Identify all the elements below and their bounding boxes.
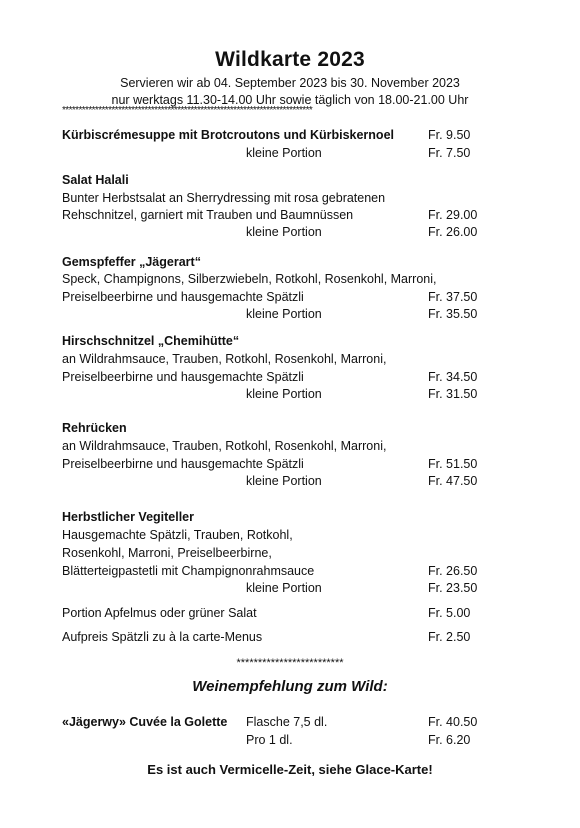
salad-price: Fr. 29.00 (428, 208, 478, 222)
hours-info: nur werktags 11.30-14.00 Uhr sowie täglich von 18.00-21.00 Uhr (111, 93, 469, 107)
aufpreis-price: Fr. 2.50 (428, 630, 471, 644)
reh-name: Rehrücken (62, 421, 127, 435)
wine-bottle-price: Fr. 40.50 (428, 715, 478, 729)
soup-small-price: Fr. 7.50 (428, 146, 471, 160)
vegi-desc-1: Hausgemachte Spätzli, Trauben, Rotkohl, (62, 528, 293, 542)
gemspfeffer-name: Gemspfeffer „Jägerart“ (62, 255, 201, 269)
soup-price: Fr. 9.50 (428, 128, 471, 142)
hirsch-small-price: Fr. 31.50 (428, 387, 478, 401)
reh-small-label: kleine Portion (246, 474, 322, 488)
gemspfeffer-desc-1: Speck, Champignons, Silberzwiebeln, Rotkohl, Rosenkohl, Marroni, (62, 272, 437, 286)
hirsch-name: Hirschschnitzel „Chemihütte“ (62, 334, 240, 348)
gemspfeffer-price: Fr. 37.50 (428, 290, 478, 304)
reh-price: Fr. 51.50 (428, 457, 478, 471)
vegi-desc-3: Blätterteigpastetli mit Champignonrahmsauce (62, 564, 315, 578)
soup-name: Kürbiscrémesuppe mit Brotcroutons und Kürbiskernoel (62, 128, 394, 142)
wine-glass-price: Fr. 6.20 (428, 733, 471, 747)
vegi-small-price: Fr. 23.50 (428, 581, 478, 595)
soup-small-label: kleine Portion (246, 146, 322, 160)
vegi-price: Fr. 26.50 (428, 564, 478, 578)
vegi-name: Herbstlicher Vegiteller (62, 510, 195, 524)
vegi-small-label: kleine Portion (246, 581, 322, 595)
salad-small-price: Fr. 26.00 (428, 225, 478, 239)
vegi-desc-2: Rosenkohl, Marroni, Preiselbeerbirne, (62, 546, 272, 560)
wine-name: «Jägerwy» Cuvée la Golette (62, 715, 228, 729)
hirsch-small-label: kleine Portion (246, 387, 322, 401)
salad-small-label: kleine Portion (246, 225, 322, 239)
wine-heading: Weinempfehlung zum Wild: (192, 678, 388, 695)
footer-note: Es ist auch Vermicelle-Zeit, siehe Glace-Karte! (147, 762, 433, 777)
aufpreis-label: Aufpreis Spätzli zu à la carte-Menus (62, 630, 263, 644)
hirsch-desc-2: Preiselbeerbirne und hausgemachte Spätzli (62, 370, 304, 384)
wine-glass-label: Pro 1 dl. (246, 733, 293, 747)
gemspfeffer-desc-2: Preiselbeerbirne und hausgemachte Spätzli (62, 290, 304, 304)
reh-small-price: Fr. 47.50 (428, 474, 478, 488)
salad-name: Salat Halali (62, 173, 129, 187)
apfelmus-price: Fr. 5.00 (428, 606, 471, 620)
reh-desc-1: an Wildrahmsauce, Trauben, Rotkohl, Rosenkohl, Marroni, (62, 439, 387, 453)
salad-desc-2: Rehschnitzel, garniert mit Trauben und Baumnüssen (62, 208, 354, 222)
star-divider-middle: ************************* (236, 657, 344, 669)
apfelmus-label: Portion Apfelmus oder grüner Salat (62, 606, 257, 620)
gemspfeffer-small-price: Fr. 35.50 (428, 307, 478, 321)
hirsch-desc-1: an Wildrahmsauce, Trauben, Rotkohl, Rosenkohl, Marroni, (62, 352, 387, 366)
wine-bottle-label: Flasche 7,5 dl. (246, 715, 328, 729)
reh-desc-2: Preiselbeerbirne und hausgemachte Spätzli (62, 457, 304, 471)
season-info: Servieren wir ab 04. September 2023 bis 30. November 2023 (120, 76, 460, 90)
page-title: Wildkarte 2023 (215, 48, 365, 71)
hirsch-price: Fr. 34.50 (428, 370, 478, 384)
salad-desc-1: Bunter Herbstsalat an Sherrydressing mit rosa gebratenen (62, 191, 386, 205)
gemspfeffer-small-label: kleine Portion (246, 307, 322, 321)
star-divider-top: **************************************************************************** (62, 106, 313, 116)
